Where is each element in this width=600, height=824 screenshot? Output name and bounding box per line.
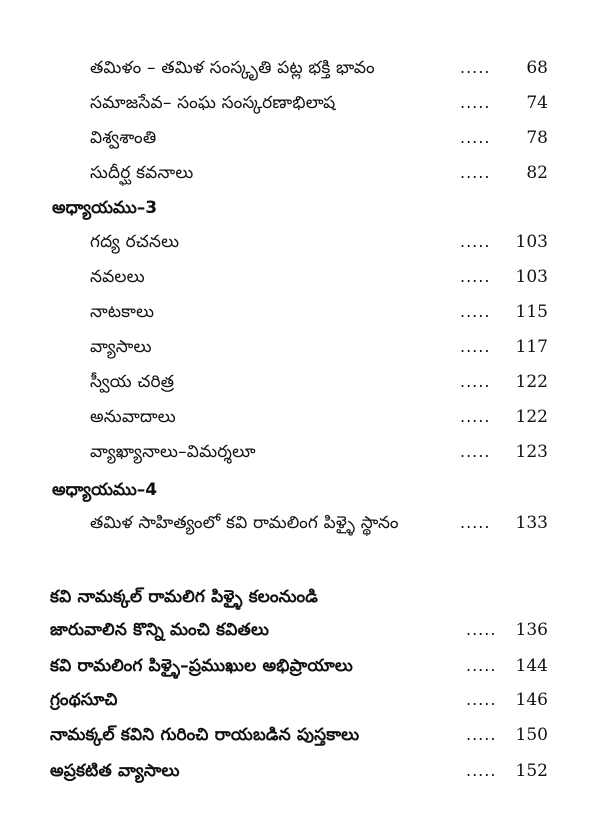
- toc-entry-title: వ్యాఖ్యానాలు–విమర్శలూ: [90, 442, 256, 462]
- toc-entry: [0, 436, 600, 470]
- toc-entry-title: విశ్వశాంతి: [90, 128, 157, 148]
- toc-entry: [0, 122, 600, 156]
- toc-entry-title: స్వీయ చరిత్ర: [90, 372, 175, 392]
- toc-entry-title: తమిళం – తమిళ సంస్కృతి పట్ల భక్తి భావం: [90, 58, 375, 78]
- toc-leader-dots: .....: [460, 58, 491, 77]
- toc-entry-title: గద్య రచనలు: [90, 232, 180, 252]
- toc-page-number: 152: [515, 761, 548, 781]
- toc-entry-title: సుదీర్ఘ కవనాలు: [90, 163, 194, 183]
- chapter-4-heading: అధ్యాయము–4: [52, 480, 158, 500]
- toc-page-number: 78: [526, 128, 548, 148]
- toc-leader-dots: .....: [460, 93, 491, 112]
- toc-entry: [0, 331, 600, 365]
- toc-page-number: 123: [515, 442, 548, 462]
- toc-entry-title: నాటకాలు: [90, 302, 155, 322]
- toc-page-number: 103: [515, 232, 548, 252]
- toc-page-number: 122: [515, 407, 548, 427]
- toc-page-number: 68: [526, 58, 548, 78]
- toc-leader-dots: .....: [460, 372, 491, 391]
- toc-entry-title: నామక్కల్ కవిని గురించి రాయబడిన పుస్తకాలు: [50, 725, 360, 745]
- toc-page-number: 133: [515, 513, 548, 533]
- toc-page-number: 82: [526, 163, 548, 183]
- toc-leader-dots: .....: [460, 128, 491, 147]
- toc-entry-title: కవి నామక్కల్ రామలిగ పిళ్ళై కలంనుండి: [50, 587, 319, 607]
- toc-entry-title: అనువాదాలు: [90, 407, 176, 427]
- toc-entry-title: అప్రకటిత వ్యాసాలు: [50, 761, 180, 781]
- toc-entry: [0, 296, 600, 330]
- toc-leader-dots: .....: [460, 407, 491, 426]
- toc-entry-title: తమిళ సాహిత్యంలో కవి రామలింగ పిళ్ళై స్థానం: [90, 513, 399, 533]
- toc-entry: [0, 650, 600, 684]
- toc-leader-dots: .....: [466, 761, 497, 780]
- toc-entry: [0, 614, 600, 648]
- toc-leader-dots: .....: [460, 232, 491, 251]
- toc-leader-dots: .....: [466, 620, 497, 639]
- toc-entry: [0, 719, 600, 753]
- toc-page-number: 150: [515, 725, 548, 745]
- toc-entry-title: జారువాలిన కొన్ని మంచి కవితలు: [50, 620, 270, 640]
- toc-leader-dots: .....: [460, 302, 491, 321]
- toc-entry-title: కవి రామలింగ పిళ్ళై–ప్రముఖుల అభిప్రాయాలు: [50, 656, 353, 676]
- toc-entry: [0, 581, 600, 615]
- toc-page-number: 74: [526, 93, 548, 113]
- toc-leader-dots: .....: [460, 267, 491, 286]
- toc-leader-dots: .....: [466, 690, 497, 709]
- toc-entry: [0, 507, 600, 541]
- toc-entry-title: నవలలు: [90, 267, 145, 287]
- chapter-3-heading: అధ్యాయము–3: [52, 198, 158, 218]
- toc-entry: [0, 52, 600, 86]
- toc-leader-dots: .....: [466, 656, 497, 675]
- toc-page-number: 136: [515, 620, 548, 640]
- toc-entry: [0, 755, 600, 789]
- toc-entry-title: గ్రంథసూచి: [50, 690, 118, 710]
- toc-entry-title: సమాజసేవ– సంఘ సంస్కరణాభిలాష: [90, 93, 336, 113]
- toc-page-number: 103: [515, 267, 548, 287]
- toc-entry: [0, 157, 600, 191]
- toc-entry: [0, 401, 600, 435]
- toc-leader-dots: .....: [460, 442, 491, 461]
- toc-page-number: 115: [515, 302, 548, 322]
- toc-leader-dots: .....: [466, 725, 497, 744]
- toc-entry: [0, 87, 600, 121]
- toc-leader-dots: .....: [460, 337, 491, 356]
- toc-page-number: 117: [515, 337, 548, 357]
- toc-entry-title: వ్యాసాలు: [90, 337, 152, 357]
- toc-page-number: 144: [515, 656, 548, 676]
- toc-page-number: 122: [515, 372, 548, 392]
- toc-entry: [0, 684, 600, 718]
- toc-leader-dots: .....: [460, 513, 491, 532]
- toc-entry: [0, 226, 600, 260]
- toc-entry: [0, 366, 600, 400]
- toc-leader-dots: .....: [460, 163, 491, 182]
- toc-entry: [0, 261, 600, 295]
- toc-page-number: 146: [515, 690, 548, 710]
